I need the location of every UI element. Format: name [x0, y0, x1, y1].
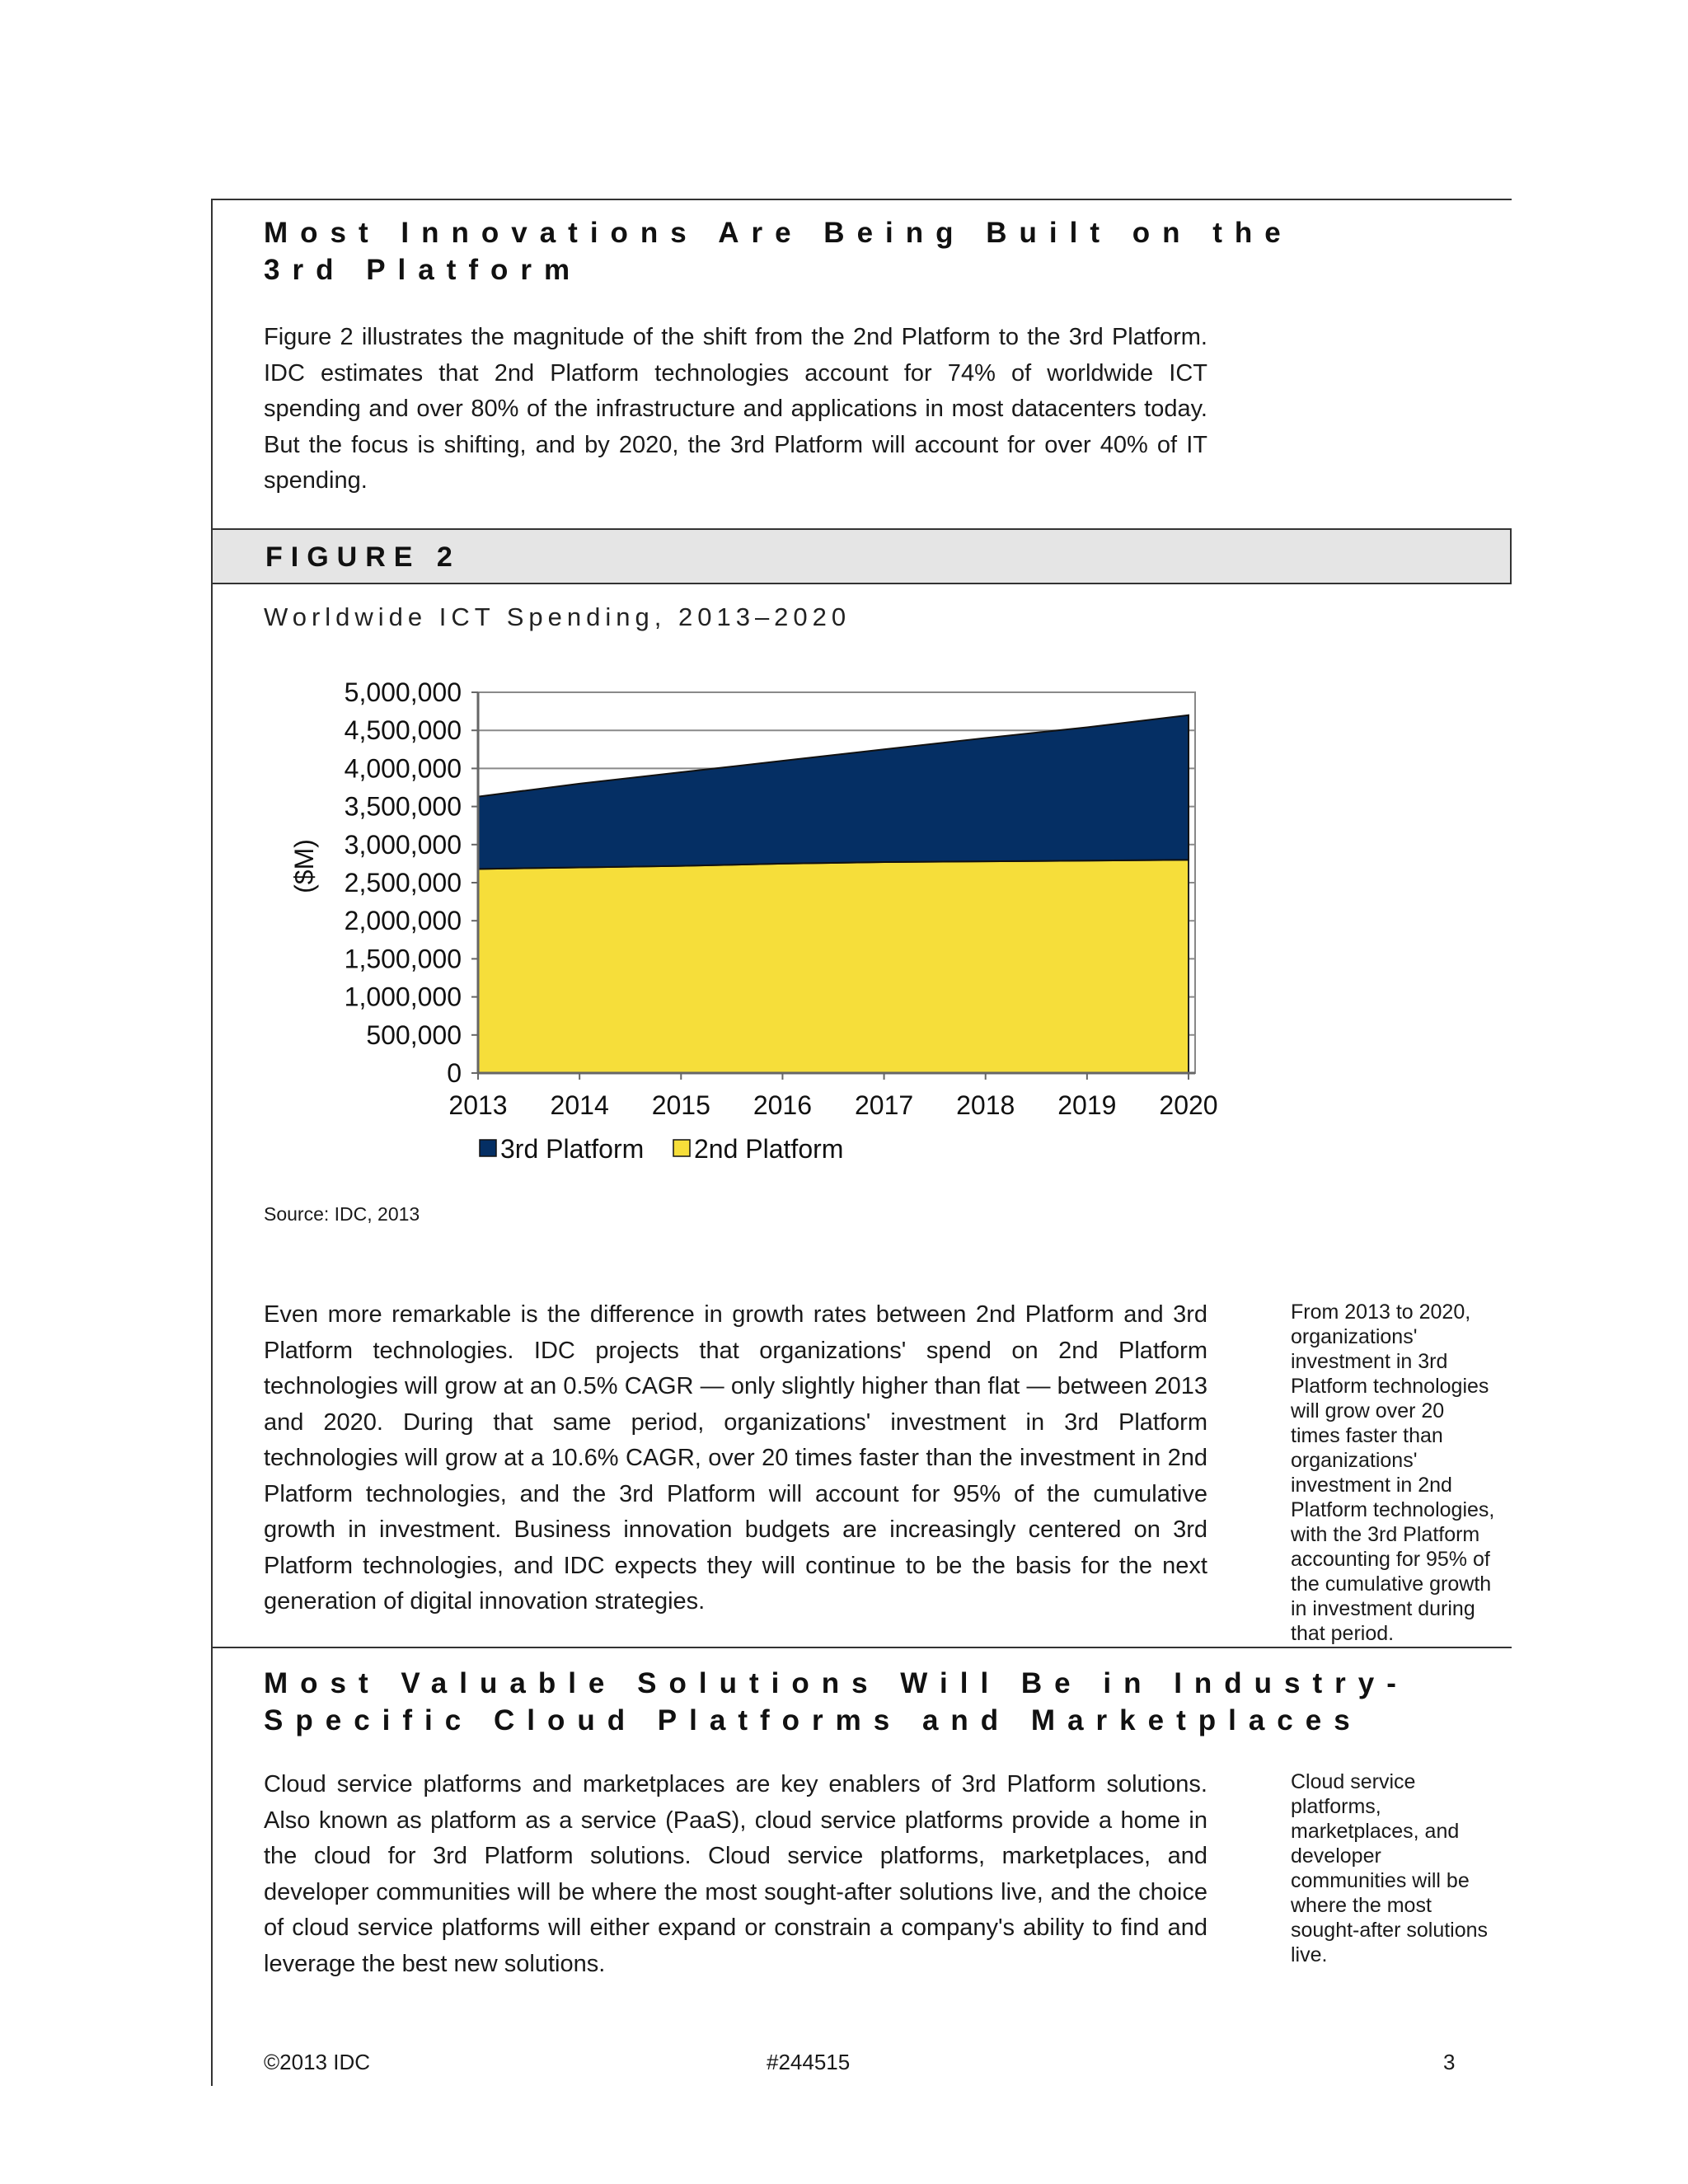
sidebar-line: From 2013 to 2020, — [1291, 1301, 1471, 1324]
y-tick-label: 3,000,000 — [344, 829, 462, 860]
x-tick-label: 2017 — [854, 1090, 914, 1120]
sidebar-line: marketplaces, and — [1291, 1820, 1460, 1843]
sidebar-line: platforms, — [1291, 1795, 1381, 1818]
y-tick-label: 4,000,000 — [344, 753, 462, 784]
footer-doc-number: #244515 — [767, 2050, 851, 2074]
sidebar-line: investment in 2nd — [1291, 1474, 1452, 1497]
sidebar-line: live. — [1291, 1943, 1328, 1966]
heading-line-2: 3rd Platform — [264, 254, 583, 286]
legend-swatch-3rd-platform — [480, 1140, 496, 1156]
y-tick-label: 1,500,000 — [344, 944, 462, 974]
footer-copyright: ©2013 IDC — [264, 2050, 370, 2074]
section-heading-innovations — [264, 214, 1418, 288]
sidebar-line: times faster than — [1291, 1424, 1443, 1447]
sidebar-line: in investment during — [1291, 1597, 1475, 1620]
footer-page-number: 3 — [1443, 2050, 1456, 2074]
y-tick-label: 2,500,000 — [344, 868, 462, 898]
sidebar-line: sought-after solutions — [1291, 1919, 1489, 1942]
sidebar-line: will grow over 20 — [1291, 1399, 1445, 1422]
ict-spending-area-chart — [272, 668, 1261, 1195]
y-tick-label: 1,000,000 — [344, 982, 462, 1012]
legend-label-3rd-platform: 3rd Platform — [500, 1134, 645, 1164]
left-margin-rule — [211, 199, 213, 2086]
y-axis-label: ($M) — [289, 839, 319, 893]
sidebar-line: investment in 3rd — [1291, 1350, 1448, 1373]
x-tick-label: 2014 — [550, 1090, 609, 1120]
section-divider-rule — [211, 1647, 1512, 1648]
legend-swatch-2nd-platform — [673, 1140, 690, 1156]
legend-label-2nd-platform: 2nd Platform — [694, 1134, 844, 1164]
heading-line-1: Most Innovations Are Being Built on the — [264, 217, 1293, 249]
growth-sidebar-callout — [1291, 1300, 1513, 1646]
area-2nd-platform — [478, 860, 1189, 1073]
cloud-sidebar-callout — [1291, 1769, 1513, 1967]
figure-label: FIGURE 2 — [265, 541, 461, 573]
sidebar-line: organizations' — [1291, 1325, 1418, 1348]
sidebar-line: Platform technologies, — [1291, 1498, 1495, 1521]
x-tick-label: 2018 — [956, 1090, 1015, 1120]
x-tick-label: 2015 — [651, 1090, 710, 1120]
sidebar-line: developer — [1291, 1844, 1381, 1868]
y-tick-label: 4,500,000 — [344, 715, 462, 746]
sidebar-line: communities will be — [1291, 1869, 1470, 1892]
figure-source: Source: IDC, 2013 — [264, 1203, 420, 1225]
x-tick-label: 2020 — [1159, 1090, 1218, 1120]
sidebar-line: accounting for 95% of — [1291, 1548, 1490, 1571]
top-rule — [211, 199, 1512, 200]
y-tick-label: 2,000,000 — [344, 906, 462, 936]
x-tick-label: 2013 — [448, 1090, 508, 1120]
y-tick-label: 5,000,000 — [344, 677, 462, 707]
y-tick-label: 500,000 — [366, 1019, 462, 1050]
y-tick-label: 0 — [447, 1058, 462, 1088]
x-tick-label: 2016 — [753, 1090, 813, 1120]
growth-paragraph: Even more remarkable is the difference in growth rates between 2nd Platform and 3rd Platform technologies. IDC projects that organizations' spend on 2nd Platform technologies will grow at an 0.5% CAGR — only slightly higher than flat — between 2013 and 2020. During that same period, organizations' investment in 3rd Platform technologies will grow at a 10.6% CAGR, over 20 times faster than the investment in 2nd Platform technologies, and the 3rd Platform will account for 95% of the cumulative growth in investment. Business innovation budgets are increasingly centered on 3rd Platform technologies, and IDC expects they will continue to be the basis for the next generation of digital innovation strategies. — [264, 1301, 1207, 1615]
heading-line-1: Most Valuable Solutions Will Be in Industry- — [264, 1667, 1409, 1699]
sidebar-line: the cumulative growth — [1291, 1572, 1492, 1596]
figure-label-band — [211, 528, 1512, 584]
intro-paragraph: Figure 2 illustrates the magnitude of the shift from the 2nd Platform to the 3rd Platform. IDC estimates that 2nd Platform technologies account for 74% of worldwide ICT spending and over 80% of the infrastructure and applications in most datacenters today. But the focus is shifting, and by 2020, the 3rd Platform will account for over 40% of IT spending. — [264, 324, 1207, 494]
sidebar-line: organizations' — [1291, 1449, 1418, 1472]
sidebar-line: Platform technologies — [1291, 1375, 1489, 1398]
sidebar-line: that period. — [1291, 1622, 1395, 1645]
cloud-platforms-paragraph: Cloud service platforms and marketplaces are key enablers of 3rd Platform solutions. Also known as platform as a service (PaaS), cloud service platforms provide a home in the cloud for 3rd Platform solutions. Cloud service platforms, marketplaces, and developer communities will be where the most sought-after solutions live, and the choice of cloud service platforms will either expand or constrain a company's ability to find and leverage the best new solutions. — [264, 1771, 1207, 1977]
figure-title: Worldwide ICT Spending, 2013–2020 — [264, 602, 851, 631]
sidebar-line: with the 3rd Platform — [1291, 1523, 1480, 1546]
heading-line-2: Specific Cloud Platforms and Marketplaces — [264, 1704, 1362, 1736]
sidebar-line: Cloud service — [1291, 1770, 1416, 1793]
section-heading-solutions — [264, 1665, 1500, 1739]
sidebar-line: where the most — [1291, 1894, 1432, 1917]
y-tick-label: 3,500,000 — [344, 791, 462, 822]
x-tick-label: 2019 — [1057, 1090, 1117, 1120]
